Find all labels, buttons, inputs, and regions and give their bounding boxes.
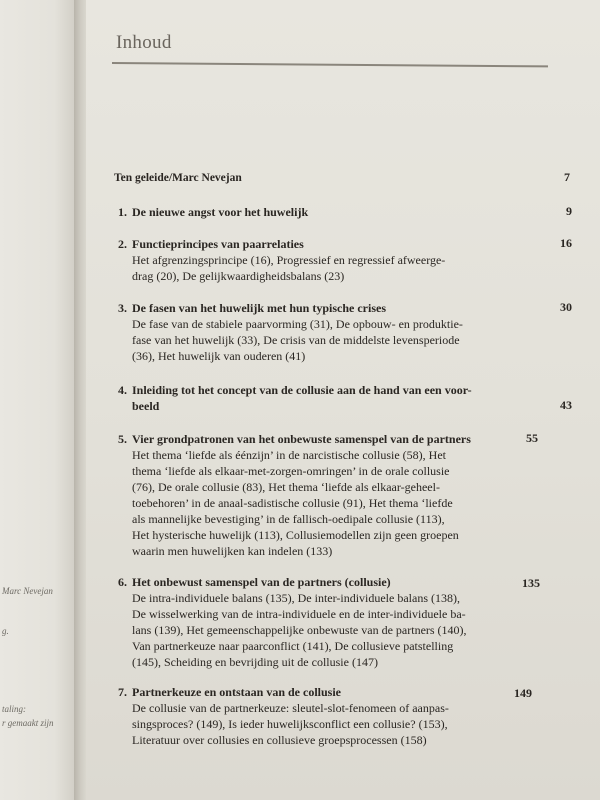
subsection-line: als mannelijke bevestiging’ in de fallisch-oedipale collusie (113),	[132, 512, 445, 526]
toc-page-number: 55	[526, 431, 538, 445]
toc-entry-subsections	[118, 252, 514, 284]
toc-page-number: 135	[522, 576, 540, 590]
toc-entry-number: 2.	[118, 237, 127, 251]
page-title: Inhoud	[116, 32, 172, 53]
toc-page-number: 7	[564, 170, 570, 184]
toc-entry-title: Ten geleide/Marc Nevejan	[114, 172, 242, 184]
subsection-line: thema ‘liefde als elkaar-met-zorgen-omringen’ in de orale collusie	[132, 464, 450, 478]
toc-entry-2[interactable]	[118, 236, 514, 284]
subsection-line: Het afgrenzingsprincipe (16), Progressief en regressief afweerge-	[132, 253, 446, 267]
toc-entry-title-continued: beeld	[132, 399, 160, 413]
subsection-line: lans (139), Het gemeenschappelijke onbewuste van de partners (140),	[132, 623, 467, 637]
subsection-line: Het hysterische huwelijk (113), Collusiemodellen zijn geen groepen	[132, 528, 459, 542]
toc-entry-subsections	[118, 447, 514, 559]
toc-entry-number: 6.	[118, 575, 127, 589]
toc-entry-6[interactable]	[118, 574, 514, 670]
toc-page-number: 16	[560, 236, 572, 250]
toc-entry-number: 3.	[118, 301, 127, 315]
toc-entry-number: 5.	[118, 432, 127, 446]
subsection-line: waarin men huwelijken kan indelen (133)	[132, 544, 333, 558]
toc-entry-title: Inleiding tot het concept van de collusie aan de hand van een voor-	[132, 383, 472, 397]
subsection-line: drag (20), De gelijkwaardigheidsbalans (23)	[132, 269, 345, 283]
subsection-line: Het thema ‘liefde als éénzijn’ in de narcistische collusie (58), Het	[132, 448, 446, 462]
toc-entry-number: 4.	[118, 383, 127, 397]
left-page	[0, 0, 78, 800]
toc-page-number: 9	[566, 204, 572, 218]
left-page-fragment: r gemaakt zijn	[2, 718, 54, 728]
toc-entry-3[interactable]	[118, 300, 514, 364]
subsection-line: De fase van de stabiele paarvorming (31), De opbouw- en produktie-	[132, 317, 463, 331]
toc-page-number: 30	[560, 300, 572, 314]
contents-page	[86, 0, 600, 800]
subsection-line: De intra-individuele balans (135), De inter-individuele balans (138),	[132, 591, 460, 605]
toc-entry-intro[interactable]	[114, 170, 514, 186]
subsection-line: Literatuur over collusies en collusieve groepsprocessen (158)	[132, 733, 427, 747]
left-page-fragment: Marc Nevejan	[2, 586, 53, 596]
left-page-fragment: g.	[2, 626, 9, 636]
subsection-line: De collusie van de partnerkeuze: sleutel-slot-fenomeen of aanpas-	[132, 701, 449, 715]
toc-entry-5[interactable]	[118, 431, 514, 559]
toc-page-number: 149	[514, 686, 532, 700]
toc-entry-title: Partnerkeuze en ontstaan van de collusie	[132, 685, 341, 699]
toc-entry-number: 1.	[118, 205, 127, 219]
toc-page-number: 43	[560, 398, 572, 412]
toc-entry-4[interactable]	[118, 382, 518, 414]
subsection-line: singsproces? (149), Is ieder huwelijksconflict een collusie? (153),	[132, 717, 448, 731]
toc-entry-title: Functieprincipes van paarrelaties	[132, 237, 304, 251]
subsection-line: (76), De orale collusie (83), Het thema ‘liefde als elkaar-geheel-	[132, 480, 440, 494]
toc-entry-subsections	[118, 700, 504, 748]
toc-entry-subsections	[118, 316, 514, 364]
subsection-line: De wisselwerking van de intra-individuele en de inter-individuele ba-	[132, 607, 466, 621]
toc-entry-title: De nieuwe angst voor het huwelijk	[132, 205, 309, 219]
toc-entry-title: De fasen van het huwelijk met hun typische crises	[132, 301, 386, 315]
toc-entry-subsections	[118, 590, 514, 670]
subsection-line: toebehoren’ in de anaal-sadistische collusie (91), Het thema ‘liefde	[132, 496, 453, 510]
subsection-line: Van partnerkeuze naar paarconflict (141), De collusieve patstelling	[132, 639, 454, 653]
left-page-fragment: taling:	[2, 704, 26, 714]
toc-entry-title: Vier grondpatronen van het onbewuste samenspel van de partners	[132, 432, 471, 446]
subsection-line: (36), Het huwelijk van ouderen (41)	[132, 349, 306, 363]
toc-entry-title: Het onbewust samenspel van de partners (collusie)	[132, 575, 391, 589]
toc-entry-1[interactable]	[118, 204, 518, 220]
subsection-line: (145), Scheiding en bevrijding uit de collusie (147)	[132, 655, 378, 669]
title-rule	[112, 62, 548, 67]
toc-entry-number: 7.	[118, 685, 127, 699]
toc-entry-7[interactable]	[118, 684, 504, 748]
subsection-line: fase van het huwelijk (33), De crisis van de middelste levensperiode	[132, 333, 460, 347]
